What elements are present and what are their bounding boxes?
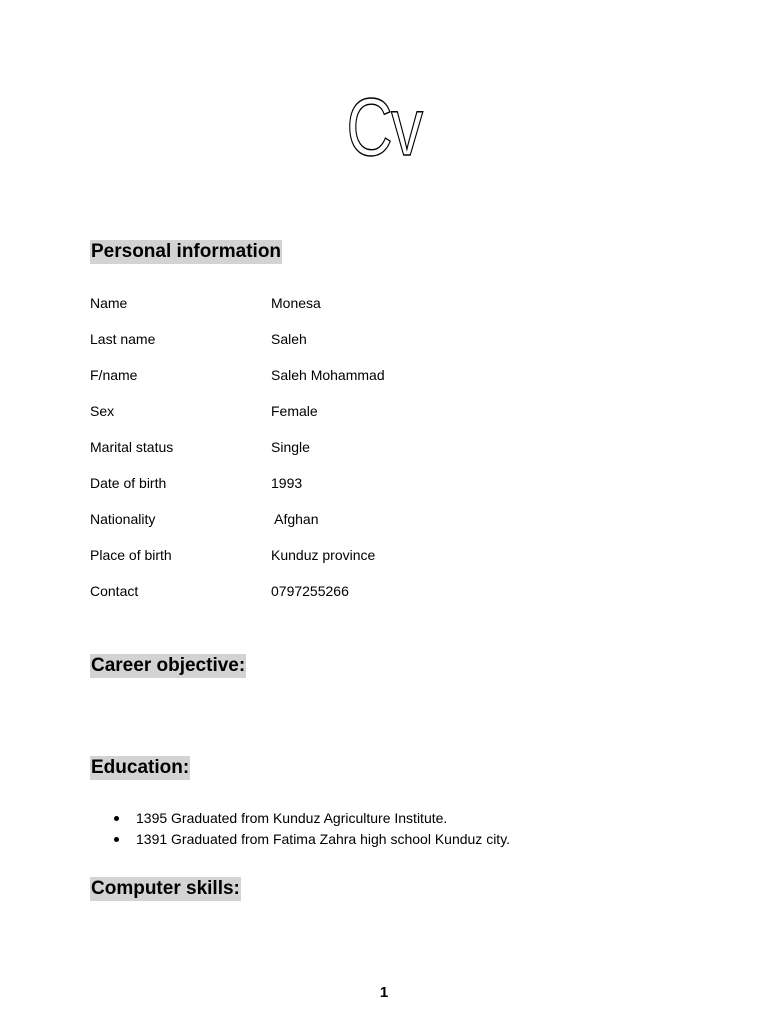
list-item	[114, 829, 510, 850]
education-list	[114, 808, 510, 850]
info-value: 1993	[271, 475, 303, 491]
info-row-last-name	[90, 329, 590, 365]
list-item	[114, 808, 510, 829]
info-value: Saleh Mohammad	[271, 367, 385, 383]
info-value: Kunduz province	[271, 547, 376, 563]
page-number: 1	[379, 984, 389, 1001]
info-label: F/name	[90, 367, 138, 383]
personal-information-heading: Personal information	[91, 241, 282, 262]
info-label: Date of birth	[90, 475, 167, 491]
education-item-text: 1395 Graduated from Kunduz Agriculture Institute.	[136, 810, 448, 826]
info-label: Nationality	[90, 511, 156, 527]
info-row-sex	[90, 401, 590, 437]
education-heading: Education:	[91, 757, 190, 778]
info-value: Saleh	[271, 331, 307, 347]
info-value: 0797255266	[271, 583, 349, 599]
info-label: Place of birth	[90, 547, 172, 563]
info-row-marital-status	[90, 437, 590, 473]
info-row-name	[90, 293, 590, 329]
bullet-icon	[114, 837, 119, 842]
info-value: Afghan	[271, 511, 319, 527]
info-row-father-name	[90, 365, 590, 401]
cv-title: Cv	[346, 82, 422, 173]
info-row-date-of-birth	[90, 473, 590, 509]
info-value: Single	[271, 439, 310, 455]
info-row-nationality	[90, 509, 590, 545]
computer-skills-heading: Computer skills:	[91, 878, 240, 899]
info-label: Name	[90, 295, 128, 311]
personal-information-table	[90, 293, 590, 617]
career-objective-heading: Career objective:	[91, 655, 246, 676]
info-label: Last name	[90, 331, 156, 347]
info-row-place-of-birth	[90, 545, 590, 581]
info-value: Monesa	[271, 295, 321, 311]
education-item-text: 1391 Graduated from Fatima Zahra high school Kunduz city.	[136, 831, 511, 847]
info-label: Contact	[90, 583, 139, 599]
info-value: Female	[271, 403, 318, 419]
bullet-icon	[114, 816, 119, 821]
info-row-contact	[90, 581, 590, 617]
info-label: Marital status	[90, 439, 174, 455]
info-label: Sex	[90, 403, 115, 419]
